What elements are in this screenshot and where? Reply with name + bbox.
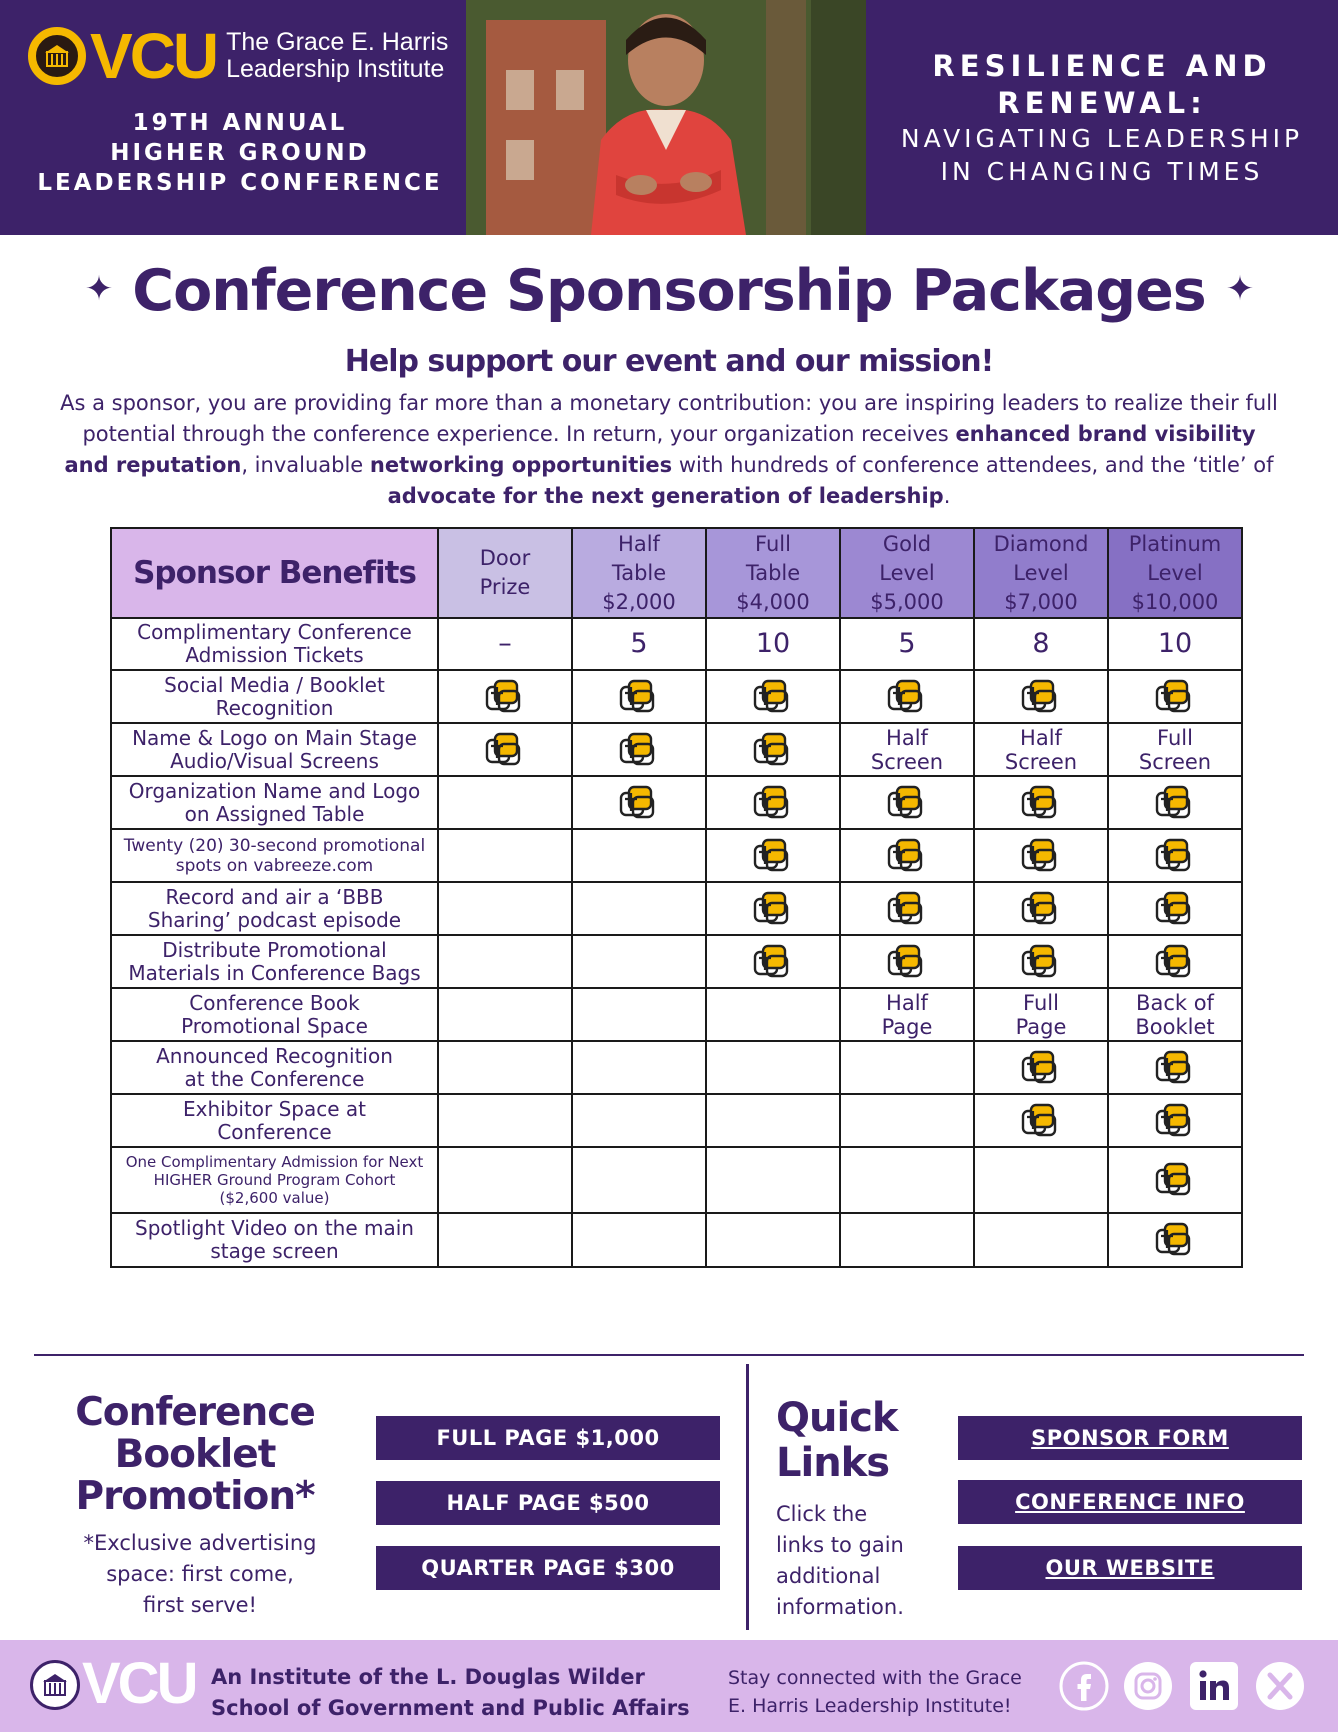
x-icon[interactable]: [1254, 1660, 1306, 1712]
included-check-icon: [1020, 941, 1062, 983]
benefit-label-line: stage screen: [210, 1239, 339, 1263]
empty-cell: [438, 829, 572, 882]
benefit-label-line: Organization Name and Logo: [128, 778, 421, 803]
benefit-label-line: Conference Book: [189, 990, 360, 1015]
intro-text: with hundreds of conference attendees, and the ‘title’ of: [672, 453, 1274, 477]
included-check-icon: [886, 676, 928, 718]
table-row: [111, 1041, 1242, 1094]
table-row: [111, 935, 1242, 988]
header-banner: [0, 0, 1338, 235]
benefit-check-cell: [1108, 1041, 1242, 1094]
column-divider: [746, 1364, 749, 1630]
included-check-icon: [752, 941, 794, 983]
benefit-check-cell: [1108, 776, 1242, 829]
benefit-value-cell: [840, 988, 974, 1041]
booklet-promotion-note: [60, 1528, 340, 1621]
institute-name-line1: The Grace E. Harris: [226, 28, 449, 56]
tier-header: [840, 528, 974, 618]
included-check-icon: [1154, 1219, 1196, 1261]
empty-cell: [438, 988, 572, 1041]
empty-cell: [438, 935, 572, 988]
empty-cell: [438, 1094, 572, 1147]
benefit-check-cell: [706, 882, 840, 935]
included-check-icon: [618, 729, 660, 771]
intro-emphasis: networking opportunities: [369, 453, 673, 477]
vcu-wordmark: VCU: [90, 20, 217, 92]
full-page-price-button[interactable]: FULL PAGE $1,000: [376, 1416, 720, 1460]
benefit-check-cell: [1108, 829, 1242, 882]
booklet-note-line: space: first come,: [106, 1562, 294, 1586]
quick-links-title: [776, 1396, 898, 1486]
empty-cell: [438, 882, 572, 935]
benefit-label-line: Admission Tickets: [185, 643, 364, 667]
benefit-check-cell: [974, 670, 1108, 723]
benefit-label-line: spots on vabreeze.com: [175, 855, 374, 876]
footer-vcu-wordmark: VCU: [82, 1651, 196, 1716]
benefit-label: [111, 1147, 438, 1213]
benefit-label-line: Recognition: [215, 695, 334, 720]
ticket-count: –: [498, 628, 512, 659]
footer-institute-line: School of Government and Public Affairs: [211, 1696, 690, 1720]
benefit-check-cell: [974, 935, 1108, 988]
empty-cell: [974, 1213, 1108, 1267]
table-row: [111, 829, 1242, 882]
benefit-check-cell: [1108, 882, 1242, 935]
empty-cell: [572, 1094, 706, 1147]
empty-cell: [572, 1041, 706, 1094]
empty-cell: [572, 1213, 706, 1267]
table-row: [111, 723, 1242, 776]
intro-text: As a sponsor, you are providing far more than a monetary contribution: you are inspiring leaders to realize their full potential through the conference experience. In return, your organization receives: [60, 391, 1278, 446]
benefit-check-cell: [438, 723, 572, 776]
quarter-page-price-button[interactable]: QUARTER PAGE $300: [376, 1546, 720, 1590]
benefit-check-cell: [840, 829, 974, 882]
empty-cell: [438, 1041, 572, 1094]
benefit-check-cell: [974, 776, 1108, 829]
empty-cell: [706, 988, 840, 1041]
benefit-check-cell: [974, 1094, 1108, 1147]
benefit-check-cell: [1108, 1147, 1242, 1213]
benefit-value: Half Screen: [870, 725, 944, 774]
benefit-label-line: Materials in Conference Bags: [128, 960, 421, 985]
benefit-value-cell: [706, 618, 840, 670]
benefit-check-cell: [706, 670, 840, 723]
benefit-check-cell: [974, 1041, 1108, 1094]
benefit-label: [111, 618, 438, 670]
benefit-check-cell: [572, 670, 706, 723]
benefit-label-line: Twenty (20) 30-second promotional: [123, 835, 426, 856]
benefit-check-cell: [974, 882, 1108, 935]
table-row: [111, 670, 1242, 723]
empty-cell: [572, 935, 706, 988]
benefit-value: Half Page: [881, 990, 933, 1039]
empty-cell: [840, 1213, 974, 1267]
stay-connected-text: [728, 1664, 1022, 1720]
booklet-title-line: Booklet: [114, 1432, 276, 1477]
theme-line2: RENEWAL:: [997, 85, 1207, 120]
tier-line: Level: [1013, 560, 1069, 585]
benefit-label-line: Conference: [217, 1119, 332, 1144]
page-title: [0, 258, 1338, 324]
included-check-icon: [752, 888, 794, 930]
included-check-icon: [1020, 676, 1062, 718]
tier-header: [706, 528, 840, 618]
included-check-icon: [1154, 1047, 1196, 1089]
section-divider: [34, 1354, 1304, 1356]
quick-links-note: [776, 1499, 926, 1623]
benefit-check-cell: [1108, 1213, 1242, 1267]
benefit-check-cell: [840, 935, 974, 988]
included-check-icon: [1154, 835, 1196, 877]
included-check-icon: [1154, 888, 1196, 930]
institute-name-line2: Leadership Institute: [226, 55, 445, 83]
benefit-check-cell: [706, 776, 840, 829]
benefit-value-cell: [1108, 723, 1242, 776]
booklet-title-line: Promotion*: [75, 1474, 315, 1519]
tier-line: Door: [479, 546, 531, 570]
university-seal-icon: [28, 27, 86, 85]
ticket-count: 10: [755, 628, 791, 659]
tier-line: Gold: [882, 531, 932, 556]
benefit-check-cell: [974, 829, 1108, 882]
benefit-check-cell: [706, 723, 840, 776]
benefit-label-line: ($2,600 value): [219, 1189, 330, 1207]
ticket-count: 10: [1157, 628, 1193, 659]
empty-cell: [840, 1094, 974, 1147]
benefit-check-cell: [706, 829, 840, 882]
empty-cell: [706, 1041, 840, 1094]
star-icon: ✦: [1225, 269, 1254, 309]
conference-info-link[interactable]: CONFERENCE INFO: [958, 1480, 1302, 1524]
page-title-text: Conference Sponsorship Packages: [132, 258, 1206, 324]
included-check-icon: [1154, 941, 1196, 983]
benefit-label: [111, 935, 438, 988]
included-check-icon: [618, 782, 660, 824]
theme-line1: RESILIENCE AND: [932, 48, 1272, 83]
conference-name: [20, 108, 460, 198]
included-check-icon: [752, 676, 794, 718]
benefit-value-cell: [974, 723, 1108, 776]
included-check-icon: [752, 729, 794, 771]
table-row: [111, 1213, 1242, 1267]
included-check-icon: [886, 941, 928, 983]
benefit-label: [111, 882, 438, 935]
tier-line: Table: [611, 560, 667, 585]
included-check-icon: [1020, 1100, 1062, 1142]
benefit-value: Back of Booklet: [1135, 990, 1215, 1039]
tier-price: $5,000: [870, 589, 944, 614]
benefit-check-cell: [840, 882, 974, 935]
quick-links-title-line: Links: [776, 1440, 890, 1486]
benefit-label-line: Distribute Promotional: [162, 937, 387, 962]
tier-header: [572, 528, 706, 618]
page-subtitle: Help support our event and our mission!: [344, 344, 994, 379]
benefit-value-cell: [974, 988, 1108, 1041]
empty-cell: [438, 776, 572, 829]
benefit-check-cell: [1108, 670, 1242, 723]
benefit-label-line: on Assigned Table: [184, 801, 365, 826]
intro-text: , invaluable: [241, 453, 370, 477]
included-check-icon: [1020, 835, 1062, 877]
benefit-label-line: Exhibitor Space at: [182, 1096, 367, 1121]
benefit-label-line: HIGHER Ground Program Cohort: [153, 1171, 396, 1189]
included-check-icon: [1020, 782, 1062, 824]
benefit-value-cell: [438, 618, 572, 670]
benefit-label-line: at the Conference: [184, 1066, 365, 1091]
benefit-label-line: Complimentary Conference: [137, 620, 412, 644]
benefit-check-cell: [840, 776, 974, 829]
included-check-icon: [618, 676, 660, 718]
star-icon: ✦: [84, 269, 113, 309]
intro-paragraph: [60, 388, 1278, 512]
conference-name-line1: 19TH ANNUAL: [132, 110, 348, 136]
booklet-title-line: Conference: [75, 1390, 315, 1435]
tier-line: Platinum: [1128, 531, 1222, 556]
intro-text: .: [943, 484, 951, 508]
included-check-icon: [1154, 1159, 1196, 1201]
benefit-check-cell: [438, 670, 572, 723]
benefit-value-cell: [840, 723, 974, 776]
benefit-check-cell: [840, 670, 974, 723]
tier-line: Level: [879, 560, 935, 585]
benefit-value-cell: [572, 618, 706, 670]
empty-cell: [572, 988, 706, 1041]
half-page-price-button[interactable]: HALF PAGE $500: [376, 1481, 720, 1525]
benefit-label: [111, 829, 438, 882]
tier-price: $7,000: [1004, 589, 1078, 614]
benefit-label-line: Announced Recognition: [156, 1043, 393, 1068]
empty-cell: [706, 1094, 840, 1147]
benefit-label: [111, 776, 438, 829]
included-check-icon: [484, 729, 526, 771]
intro-emphasis: enhanced brand visibility and reputation: [64, 422, 1256, 477]
benefit-label-line: Audio/Visual Screens: [170, 748, 379, 773]
tier-line: Prize: [479, 575, 531, 599]
included-check-icon: [752, 835, 794, 877]
tier-line: Level: [1147, 560, 1203, 585]
conference-name-line2: HIGHER GROUND: [110, 140, 370, 166]
facebook-icon[interactable]: [1058, 1660, 1110, 1712]
table-row: [111, 882, 1242, 935]
quick-links-note-line: Click the: [776, 1502, 868, 1526]
benefit-label: [111, 1213, 438, 1267]
quick-links-note-line: additional: [776, 1564, 881, 1588]
footer-institute-line: An Institute of the L. Douglas Wilder: [211, 1665, 645, 1689]
included-check-icon: [886, 888, 928, 930]
vcu-logo: [28, 20, 449, 92]
included-check-icon: [886, 782, 928, 824]
tier-price: $4,000: [736, 589, 810, 614]
empty-cell: [572, 829, 706, 882]
benefit-label-line: Record and air a ‘BBB: [165, 884, 384, 909]
conference-name-line3: LEADERSHIP CONFERENCE: [37, 170, 443, 196]
benefit-value-cell: [974, 618, 1108, 670]
included-check-icon: [1154, 1100, 1196, 1142]
table-row: [111, 1147, 1242, 1213]
empty-cell: [572, 882, 706, 935]
tier-line: Diamond: [993, 531, 1089, 556]
empty-cell: [974, 1147, 1108, 1213]
included-check-icon: [1020, 888, 1062, 930]
stay-connected-line: Stay connected with the Grace: [728, 1667, 1022, 1689]
quick-links-note-line: links to gain: [776, 1533, 904, 1557]
stay-connected-line: E. Harris Leadership Institute!: [728, 1695, 1012, 1717]
university-seal-icon: [30, 1660, 80, 1710]
booklet-note-line: first serve!: [143, 1593, 257, 1617]
table-row: [111, 1094, 1242, 1147]
empty-cell: [840, 1041, 974, 1094]
included-check-icon: [1154, 782, 1196, 824]
intro-emphasis: advocate for the next generation of leadership: [387, 484, 944, 508]
benefit-value-cell: [840, 618, 974, 670]
tier-line: Table: [745, 560, 801, 585]
benefit-label: [111, 988, 438, 1041]
benefit-label: [111, 1041, 438, 1094]
benefit-check-cell: [572, 776, 706, 829]
tier-header: [1108, 528, 1242, 618]
grace-harris-photo: [466, 0, 866, 235]
empty-cell: [572, 1147, 706, 1213]
included-check-icon: [1154, 676, 1196, 718]
theme-line4: IN CHANGING TIMES: [940, 156, 1264, 186]
benefit-value-cell: [1108, 988, 1242, 1041]
ticket-count: 5: [898, 628, 916, 659]
table-row: [111, 618, 1242, 670]
benefit-label-line: Social Media / Booklet: [164, 672, 385, 697]
theme-line3: NAVIGATING LEADERSHIP: [900, 123, 1304, 153]
benefit-check-cell: [1108, 1094, 1242, 1147]
included-check-icon: [886, 835, 928, 877]
quick-links-title-line: Quick: [776, 1395, 898, 1441]
empty-cell: [438, 1213, 572, 1267]
conference-theme: [866, 0, 1338, 235]
footer-institute-name: [211, 1662, 690, 1724]
empty-cell: [840, 1147, 974, 1213]
ticket-count: 5: [630, 628, 648, 659]
tier-line: Full: [755, 531, 791, 556]
benefit-label-line: Spotlight Video on the main: [135, 1216, 414, 1240]
included-check-icon: [1020, 1047, 1062, 1089]
instagram-icon[interactable]: [1122, 1660, 1174, 1712]
benefit-value: Half Screen: [1004, 725, 1078, 774]
empty-cell: [438, 1147, 572, 1213]
sponsor-benefits-header: Sponsor Benefits: [111, 528, 438, 618]
booklet-promotion-title: [60, 1392, 330, 1518]
benefit-label: [111, 1094, 438, 1147]
sponsor-form-link[interactable]: SPONSOR FORM: [958, 1416, 1302, 1460]
benefit-check-cell: [1108, 935, 1242, 988]
included-check-icon: [752, 782, 794, 824]
tier-header: [974, 528, 1108, 618]
table-row: [111, 776, 1242, 829]
ticket-count: 8: [1032, 628, 1050, 659]
table-header-row: [111, 528, 1242, 618]
benefit-label-line: One Complimentary Admission for Next: [125, 1153, 424, 1171]
tier-price: $10,000: [1131, 589, 1219, 614]
footer: [0, 1640, 1338, 1732]
included-check-icon: [484, 676, 526, 718]
our-website-link[interactable]: OUR WEBSITE: [958, 1546, 1302, 1590]
empty-cell: [706, 1213, 840, 1267]
institute-name: [226, 29, 448, 83]
tier-price: $2,000: [602, 589, 676, 614]
benefit-label-line: Promotional Space: [181, 1013, 368, 1038]
sponsorship-table: [110, 527, 1243, 1268]
tier-line: Half: [618, 531, 660, 556]
quick-links-note-line: information.: [776, 1595, 904, 1619]
benefit-value: Full Screen: [1138, 725, 1212, 774]
benefit-check-cell: [706, 935, 840, 988]
benefit-check-cell: [572, 723, 706, 776]
booklet-note-line: *Exclusive advertising: [83, 1531, 317, 1555]
tier-header: [438, 528, 572, 618]
linkedin-icon[interactable]: [1188, 1660, 1240, 1712]
benefit-label-line: Sharing’ podcast episode: [147, 907, 402, 932]
benefit-label-line: Name & Logo on Main Stage: [132, 725, 417, 750]
benefit-label: [111, 670, 438, 723]
table-row: [111, 988, 1242, 1041]
benefit-value: Full Page: [1015, 990, 1067, 1039]
empty-cell: [706, 1147, 840, 1213]
benefit-value-cell: [1108, 618, 1242, 670]
benefit-label: [111, 723, 438, 776]
